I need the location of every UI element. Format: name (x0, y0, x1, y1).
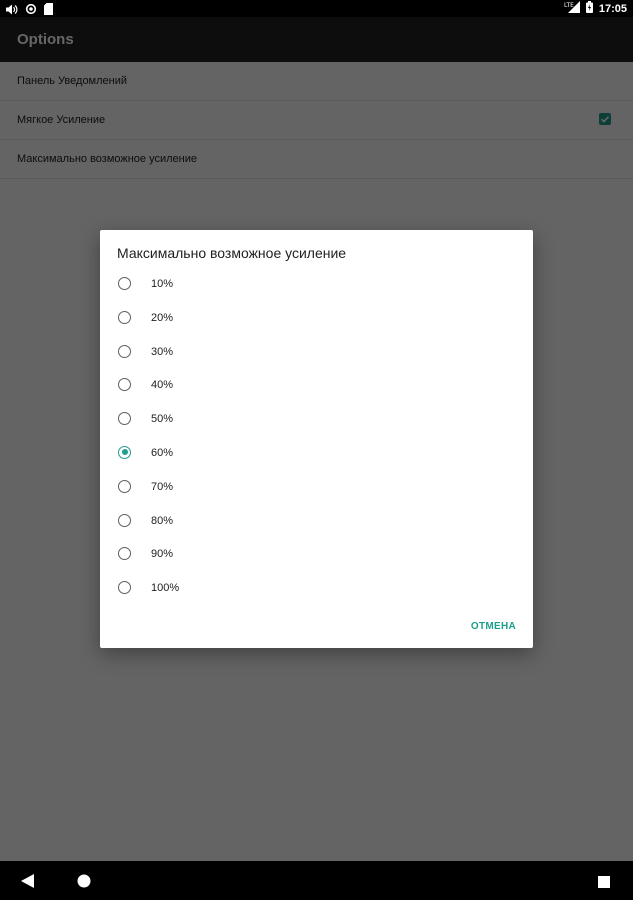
back-icon[interactable] (21, 874, 34, 893)
option-label: 60% (151, 446, 174, 459)
recents-icon[interactable] (598, 875, 610, 893)
option-label: 100% (151, 582, 180, 595)
navigation-bar (0, 861, 633, 900)
radio-button[interactable] (118, 311, 131, 324)
radio-button-selected[interactable] (118, 446, 131, 459)
option-100[interactable] (100, 571, 533, 605)
option-40[interactable] (100, 368, 533, 402)
option-20[interactable] (100, 301, 533, 335)
network-type-label: LTE (563, 2, 574, 9)
option-80[interactable] (100, 504, 533, 538)
option-label: 70% (151, 480, 174, 493)
option-70[interactable] (100, 470, 533, 504)
option-60[interactable] (100, 436, 533, 470)
radio-button[interactable] (118, 514, 131, 527)
option-label: 40% (151, 379, 174, 392)
status-bar (0, 0, 633, 17)
option-label: 10% (151, 278, 174, 290)
radio-button[interactable] (118, 480, 131, 493)
radio-button[interactable] (118, 345, 131, 358)
option-label: 50% (151, 413, 174, 426)
battery-icon (586, 1, 593, 16)
option-label: 80% (151, 514, 174, 527)
signal-icon (564, 1, 580, 16)
radio-button[interactable] (118, 378, 131, 391)
option-90[interactable] (100, 537, 533, 571)
option-50[interactable] (100, 402, 533, 436)
option-label: 30% (151, 345, 174, 358)
max-boost-dialog (100, 230, 533, 648)
option-30[interactable] (100, 335, 533, 369)
radio-button[interactable] (118, 547, 131, 560)
radio-button[interactable] (118, 581, 131, 594)
option-label: 20% (151, 311, 174, 324)
radio-button[interactable] (118, 412, 131, 425)
cancel-button[interactable]: ОТМЕНА (470, 621, 516, 632)
radio-button[interactable] (118, 277, 131, 290)
option-10[interactable] (100, 267, 533, 301)
option-label: 90% (151, 548, 174, 561)
options-list (100, 267, 533, 605)
clock: 17:05 (598, 2, 627, 15)
dialog-title: Максимально возможное усиление (117, 245, 347, 261)
home-icon[interactable] (77, 874, 91, 893)
